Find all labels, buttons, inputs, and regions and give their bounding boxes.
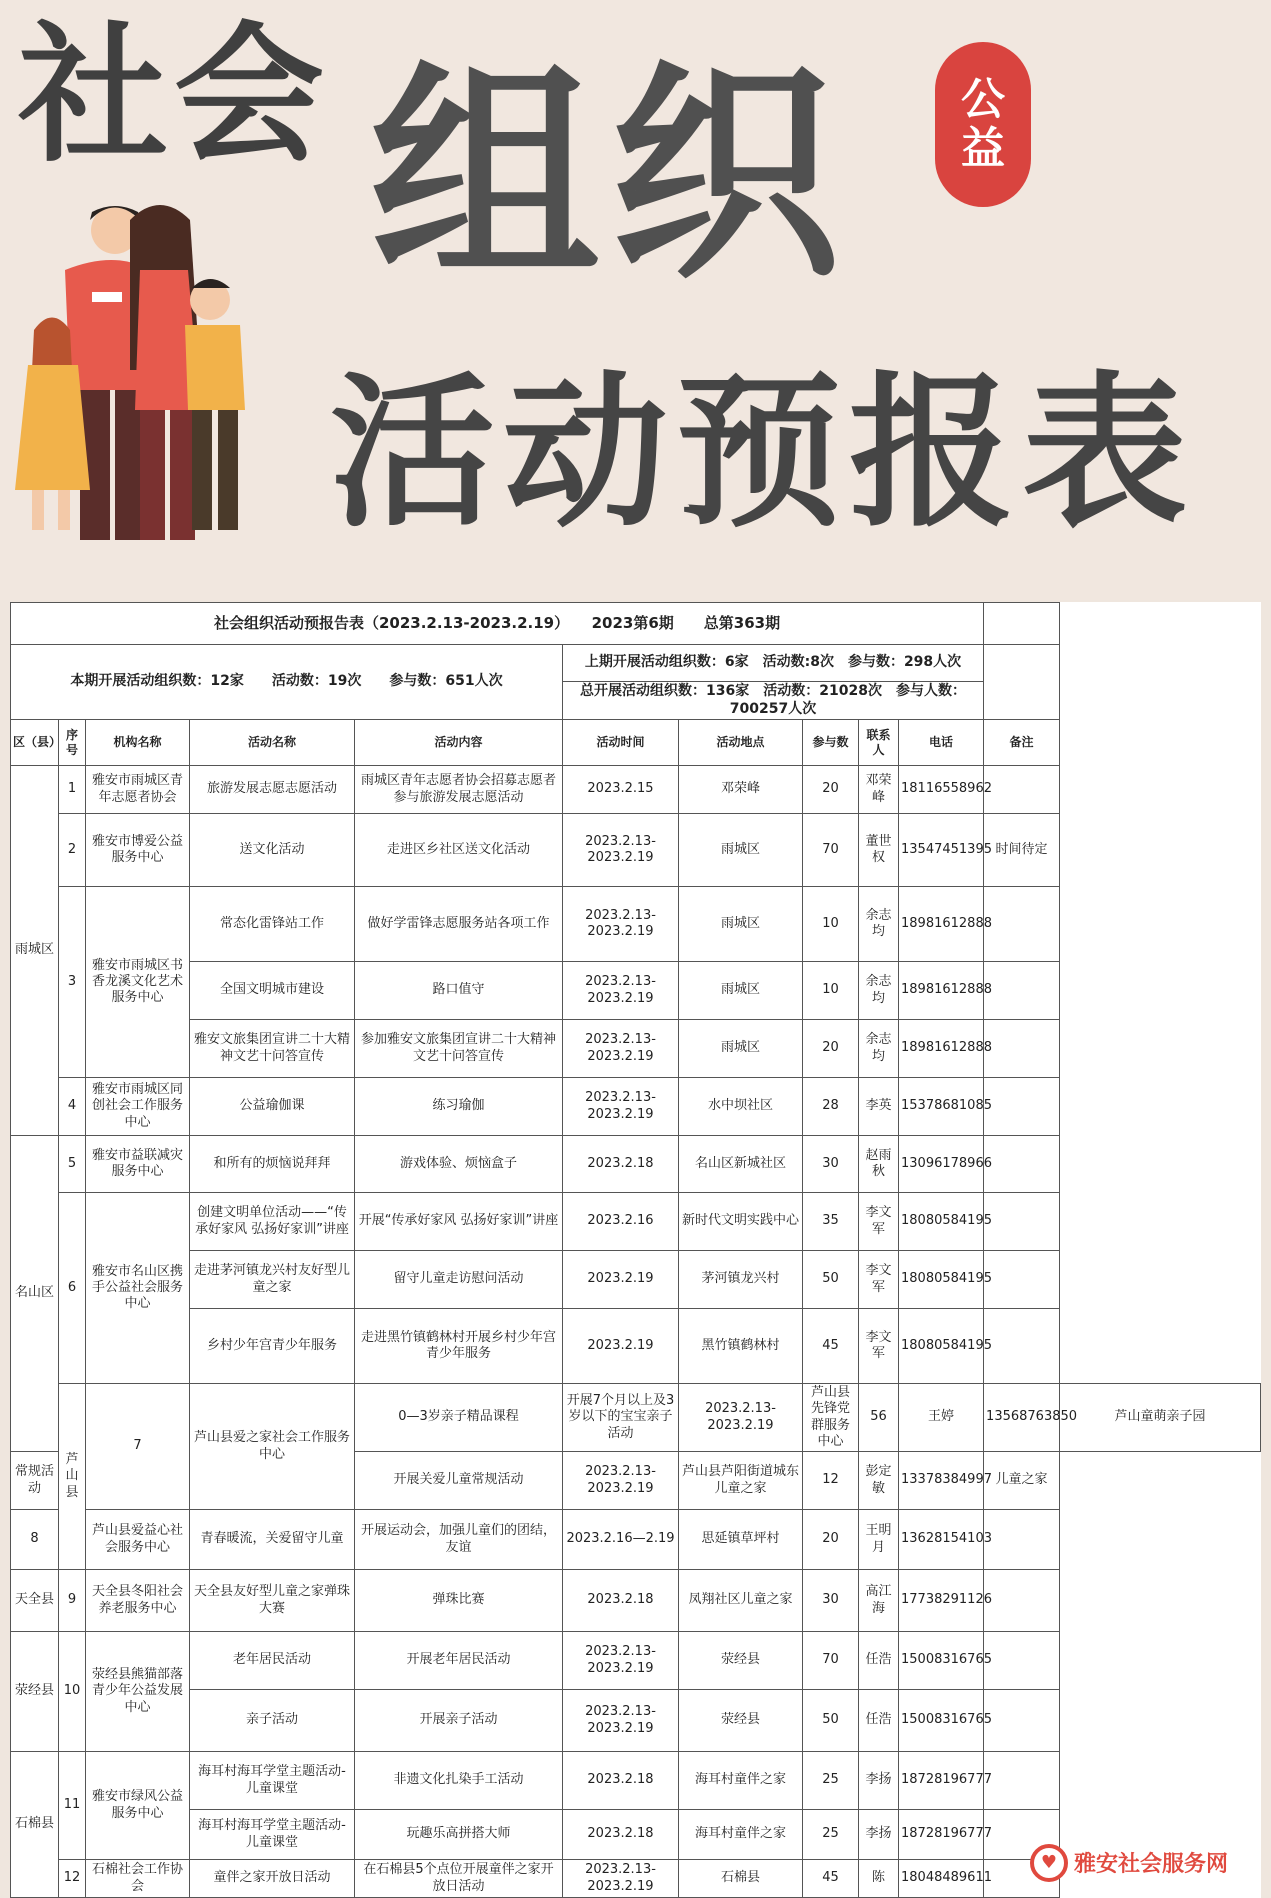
phone: 15378681085 <box>899 1078 984 1136</box>
table-row <box>11 1309 1261 1384</box>
district-cell: 天全县 <box>11 1570 59 1632</box>
org-no: 12 <box>59 1860 86 1898</box>
contact-person: 李扬 <box>859 1810 899 1860</box>
org-name: 雅安市绿风公益服务中心 <box>86 1752 190 1860</box>
activity-name: 和所有的烦恼说拜拜 <box>190 1136 355 1193</box>
note: 芦山童萌亲子园 <box>1060 1384 1261 1452</box>
org-name: 雅安市雨城区同创社会工作服务中心 <box>86 1078 190 1136</box>
note: 儿童之家 <box>984 1452 1060 1510</box>
contact-person: 李文军 <box>859 1309 899 1384</box>
note <box>984 1193 1060 1251</box>
phone: 18080584195 <box>899 1251 984 1309</box>
activity-place: 新时代文明实践中心 <box>679 1193 803 1251</box>
note <box>984 1251 1060 1309</box>
activity-name: 旅游发展志愿志愿活动 <box>190 766 355 814</box>
activity-time: 2023.2.18 <box>563 1136 679 1193</box>
activity-place: 石棉县 <box>679 1860 803 1898</box>
activity-time: 2023.2.13-2023.2.19 <box>563 887 679 962</box>
activity-name: 送文化活动 <box>190 814 355 887</box>
phone: 13378384997 <box>899 1452 984 1510</box>
note <box>984 1510 1060 1570</box>
header-phone: 电话 <box>899 720 984 766</box>
participant-count: 50 <box>803 1251 859 1309</box>
activity-name: 全国文明城市建设 <box>190 962 355 1020</box>
participant-count: 70 <box>803 1632 859 1690</box>
activity-content: 开展运动会，加强儿童们的团结，友谊 <box>355 1510 563 1570</box>
activity-time: 2023.2.18 <box>563 1810 679 1860</box>
district-cell: 荥经县 <box>11 1632 59 1752</box>
table-row <box>11 1690 1261 1752</box>
activity-time: 2023.2.13-2023.2.19 <box>563 1690 679 1752</box>
activity-time: 2023.2.13-2023.2.19 <box>563 1020 679 1078</box>
activity-time: 2023.2.16 <box>563 1193 679 1251</box>
activity-place: 芦山县先锋党群服务中心 <box>803 1384 859 1452</box>
activity-place: 黑竹镇鹤林村 <box>679 1309 803 1384</box>
activity-name: 走进茅河镇龙兴村友好型儿童之家 <box>190 1251 355 1309</box>
participant-count: 45 <box>803 1860 859 1898</box>
activity-name: 青春暖流，关爱留守儿童 <box>190 1510 355 1570</box>
activity-name: 雅安文旅集团宣讲二十大精神文艺十问答宣传 <box>190 1020 355 1078</box>
org-no: 5 <box>59 1136 86 1193</box>
header-org: 机构名称 <box>86 720 190 766</box>
phone: 18981612888 <box>899 1020 984 1078</box>
participant-count: 20 <box>803 1020 859 1078</box>
table-row <box>11 1570 1261 1632</box>
note <box>984 1632 1060 1690</box>
seal-char-2: 益 <box>961 122 1005 174</box>
activity-content: 开展关爱儿童常规活动 <box>355 1452 563 1510</box>
activity-time: 2023.2.13-2023.2.19 <box>563 814 679 887</box>
activity-time: 2023.2.19 <box>563 1309 679 1384</box>
table-row <box>11 1510 1261 1570</box>
activity-place: 水中坝社区 <box>679 1078 803 1136</box>
participant-count: 35 <box>803 1193 859 1251</box>
activity-content: 游戏体验、烦恼盒子 <box>355 1136 563 1193</box>
activity-name: 公益瑜伽课 <box>190 1078 355 1136</box>
contact-person: 李扬 <box>859 1752 899 1810</box>
activity-place: 海耳村童伴之家 <box>679 1810 803 1860</box>
participant-count: 12 <box>803 1452 859 1510</box>
activity-time: 2023.2.13-2023.2.19 <box>563 1860 679 1898</box>
activity-place: 茅河镇龙兴村 <box>679 1251 803 1309</box>
table-row <box>11 1136 1261 1193</box>
header-place: 活动地点 <box>679 720 803 766</box>
note <box>984 1752 1060 1810</box>
activity-content: 雨城区青年志愿者协会招募志愿者参与旅游发展志愿活动 <box>355 766 563 814</box>
activity-name: 童伴之家开放日活动 <box>190 1860 355 1898</box>
note: 时间待定 <box>984 814 1060 887</box>
activity-place: 名山区新城社区 <box>679 1136 803 1193</box>
table-row <box>11 1632 1261 1690</box>
heart-icon: ♥ <box>1030 1844 1068 1882</box>
participant-count: 56 <box>859 1384 899 1452</box>
header-district: 区（县） <box>11 720 59 766</box>
contact-person: 王明月 <box>859 1510 899 1570</box>
note <box>984 1078 1060 1136</box>
phone: 18981612888 <box>899 962 984 1020</box>
org-no: 11 <box>59 1752 86 1860</box>
activity-content: 玩趣乐高拼搭大师 <box>355 1810 563 1860</box>
contact-person: 余志均 <box>859 1020 899 1078</box>
activity-content: 在石棉县5个点位开展童伴之家开放日活动 <box>355 1860 563 1898</box>
activity-content: 练习瑜伽 <box>355 1078 563 1136</box>
header-note: 备注 <box>984 720 1060 766</box>
district-cell: 名山区 <box>11 1136 59 1452</box>
phone: 13568763850 <box>984 1384 1060 1452</box>
activity-time: 2023.2.13-2023.2.19 <box>563 962 679 1020</box>
activity-name: 海耳村海耳学堂主题活动-儿童课堂 <box>190 1752 355 1810</box>
org-name: 雅安市雨城区书香龙溪文化艺术服务中心 <box>86 887 190 1078</box>
contact-person: 余志均 <box>859 887 899 962</box>
activity-place: 凤翔社区儿童之家 <box>679 1570 803 1632</box>
activity-name: 海耳村海耳学堂主题活动-儿童课堂 <box>190 1810 355 1860</box>
org-name: 雅安市益联减灾服务中心 <box>86 1136 190 1193</box>
participant-count: 10 <box>803 962 859 1020</box>
phone: 18728196777 <box>899 1810 984 1860</box>
org-no: 6 <box>59 1193 86 1384</box>
activity-name: 亲子活动 <box>190 1690 355 1752</box>
district-cell: 雨城区 <box>11 766 59 1136</box>
table-row <box>11 1193 1261 1251</box>
table-row <box>11 766 1261 814</box>
phone: 15008316765 <box>899 1632 984 1690</box>
phone: 13547451395 <box>899 814 984 887</box>
org-name: 雅安市雨城区青年志愿者协会 <box>86 766 190 814</box>
title-line-3: 活动预报表 <box>330 355 1195 549</box>
activity-name: 创建文明单位活动——“传承好家风 弘扬好家训”讲座 <box>190 1193 355 1251</box>
seal-char-1: 公 <box>961 74 1005 126</box>
activity-content: 路口值守 <box>355 962 563 1020</box>
table-row <box>11 1251 1261 1309</box>
contact-person: 赵雨秋 <box>859 1136 899 1193</box>
participant-count: 50 <box>803 1690 859 1752</box>
note <box>984 1690 1060 1752</box>
note <box>984 1136 1060 1193</box>
activity-content: 弹珠比赛 <box>355 1570 563 1632</box>
participant-count: 45 <box>803 1309 859 1384</box>
org-no: 7 <box>86 1384 190 1510</box>
banner <box>0 0 1271 600</box>
contact-person: 李文军 <box>859 1193 899 1251</box>
activity-content: 开展亲子活动 <box>355 1690 563 1752</box>
contact-person: 李文军 <box>859 1251 899 1309</box>
org-name: 石棉社会工作协会 <box>86 1860 190 1898</box>
activity-content: 留守儿童走访慰问活动 <box>355 1251 563 1309</box>
note <box>984 1309 1060 1384</box>
activity-name: 乡村少年宫青少年服务 <box>190 1309 355 1384</box>
org-no: 9 <box>59 1570 86 1632</box>
activity-place: 荥经县 <box>679 1632 803 1690</box>
participant-count: 25 <box>803 1810 859 1860</box>
activity-content: 开展老年居民活动 <box>355 1632 563 1690</box>
org-name: 雅安市名山区携手公益社会服务中心 <box>86 1193 190 1384</box>
activity-time: 2023.2.13-2023.2.19 <box>563 1632 679 1690</box>
summary-last: 上期开展活动组织数：6家 活动数:8次 参与数：298人次 <box>563 645 984 682</box>
participant-count: 28 <box>803 1078 859 1136</box>
header-contact: 联系人 <box>859 720 899 766</box>
summary-total: 总开展活动组织数：136家 活动数：21028次 参与人数：700257人次 <box>563 682 984 720</box>
activity-time: 2023.2.13-2023.2.19 <box>563 1078 679 1136</box>
contact-person: 王婷 <box>899 1384 984 1452</box>
contact-person: 邓荣峰 <box>859 766 899 814</box>
activity-content: 开展“传承好家风 弘扬好家训”讲座 <box>355 1193 563 1251</box>
header-activity: 活动名称 <box>190 720 355 766</box>
table-row <box>11 1384 1261 1452</box>
activity-content: 走进黑竹镇鹤林村开展乡村少年宫青少年服务 <box>355 1309 563 1384</box>
activity-time: 2023.2.19 <box>563 1251 679 1309</box>
org-name: 荥经县熊猫部落青少年公益发展中心 <box>86 1632 190 1752</box>
site-watermark <box>1030 1840 1270 1885</box>
contact-person: 彭定敏 <box>859 1452 899 1510</box>
activity-time: 2023.2.16—2.19 <box>563 1510 679 1570</box>
table-row <box>11 1752 1261 1810</box>
note <box>984 1020 1060 1078</box>
activity-table <box>10 602 1261 1898</box>
title-line-2: 组织 <box>370 40 851 310</box>
district-cell: 芦山县 <box>59 1384 86 1570</box>
activity-content: 开展7个月以上及3岁以下的宝宝亲子活动 <box>563 1384 679 1452</box>
note <box>984 1570 1060 1632</box>
contact-person: 陈 <box>859 1860 899 1898</box>
activity-place: 芦山县芦阳街道城东儿童之家 <box>679 1452 803 1510</box>
org-no: 10 <box>59 1632 86 1752</box>
district-cell: 石棉县 <box>11 1752 59 1898</box>
header-time: 活动时间 <box>563 720 679 766</box>
participant-count: 20 <box>803 766 859 814</box>
table-row <box>11 962 1261 1020</box>
activity-place: 雨城区 <box>679 814 803 887</box>
org-no: 1 <box>59 766 86 814</box>
contact-person: 董世权 <box>859 814 899 887</box>
summary-current: 本期开展活动组织数：12家 活动数：19次 参与数：651人次 <box>11 645 563 720</box>
participant-count: 25 <box>803 1752 859 1810</box>
participant-count: 70 <box>803 814 859 887</box>
activity-name: 老年居民活动 <box>190 1632 355 1690</box>
org-name: 芦山县爱益心社会服务中心 <box>86 1510 190 1570</box>
activity-content: 参加雅安文旅集团宣讲二十大精神文艺十问答宣传 <box>355 1020 563 1078</box>
contact-person: 余志均 <box>859 962 899 1020</box>
activity-place: 雨城区 <box>679 962 803 1020</box>
header-count: 参与数 <box>803 720 859 766</box>
phone: 18080584195 <box>899 1309 984 1384</box>
phone: 13096178966 <box>899 1136 984 1193</box>
activity-place: 海耳村童伴之家 <box>679 1752 803 1810</box>
table-row <box>11 814 1261 887</box>
activity-place: 思延镇草坪村 <box>679 1510 803 1570</box>
org-no: 8 <box>11 1510 59 1570</box>
phone: 18981612888 <box>899 887 984 962</box>
activity-name: 天全县友好型儿童之家弹珠大赛 <box>190 1570 355 1632</box>
activity-place: 雨城区 <box>679 1020 803 1078</box>
activity-time: 2023.2.13-2023.2.19 <box>563 1452 679 1510</box>
note <box>984 887 1060 962</box>
participant-count: 30 <box>803 1570 859 1632</box>
activity-name: 0—3岁亲子精品课程 <box>355 1384 563 1452</box>
phone: 18048489611 <box>899 1860 984 1898</box>
activity-place: 荥经县 <box>679 1690 803 1752</box>
public-welfare-seal <box>935 42 1031 207</box>
watermark-text: 雅安社会服务网 <box>1074 1852 1229 1877</box>
table-row <box>11 887 1261 962</box>
header-no: 序号 <box>59 720 86 766</box>
activity-content: 非遗文化扎染手工活动 <box>355 1752 563 1810</box>
table-row <box>11 1078 1261 1136</box>
table-title: 社会组织活动预报告表（2023.2.13-2023.2.19） 2023第6期 总第363期 <box>11 603 984 645</box>
activity-time: 2023.2.18 <box>563 1570 679 1632</box>
contact-person: 李英 <box>859 1078 899 1136</box>
phone: 15008316765 <box>899 1690 984 1752</box>
org-no: 3 <box>59 887 86 1078</box>
header-content: 活动内容 <box>355 720 563 766</box>
activity-name: 常态化雷锋站工作 <box>190 887 355 962</box>
activity-content: 走进区乡社区送文化活动 <box>355 814 563 887</box>
org-name: 芦山县爱之家社会工作服务中心 <box>190 1384 355 1510</box>
org-name: 雅安市博爱公益服务中心 <box>86 814 190 887</box>
org-no: 2 <box>59 814 86 887</box>
participant-count: 10 <box>803 887 859 962</box>
phone: 13628154103 <box>899 1510 984 1570</box>
activity-content: 做好学雷锋志愿服务站各项工作 <box>355 887 563 962</box>
contact-person: 任浩 <box>859 1690 899 1752</box>
family-illustration <box>10 200 270 560</box>
phone: 17738291126 <box>899 1570 984 1632</box>
contact-person: 任浩 <box>859 1632 899 1690</box>
org-no: 4 <box>59 1078 86 1136</box>
activity-table-container <box>10 602 1261 1898</box>
org-name: 天全县冬阳社会养老服务中心 <box>86 1570 190 1632</box>
activity-time: 2023.2.13-2023.2.19 <box>679 1384 803 1452</box>
activity-name: 常规活动 <box>11 1452 59 1510</box>
phone: 18080584195 <box>899 1193 984 1251</box>
phone: 18116558962 <box>899 766 984 814</box>
note <box>984 766 1060 814</box>
participant-count: 20 <box>803 1510 859 1570</box>
title-line-1: 社会 <box>18 7 331 183</box>
contact-person: 高江海 <box>859 1570 899 1632</box>
phone: 18728196777 <box>899 1752 984 1810</box>
activity-place: 雨城区 <box>679 887 803 962</box>
activity-place: 邓荣峰 <box>679 766 803 814</box>
participant-count: 30 <box>803 1136 859 1193</box>
activity-time: 2023.2.18 <box>563 1752 679 1810</box>
table-row <box>11 1020 1261 1078</box>
note <box>984 962 1060 1020</box>
activity-time: 2023.2.15 <box>563 766 679 814</box>
